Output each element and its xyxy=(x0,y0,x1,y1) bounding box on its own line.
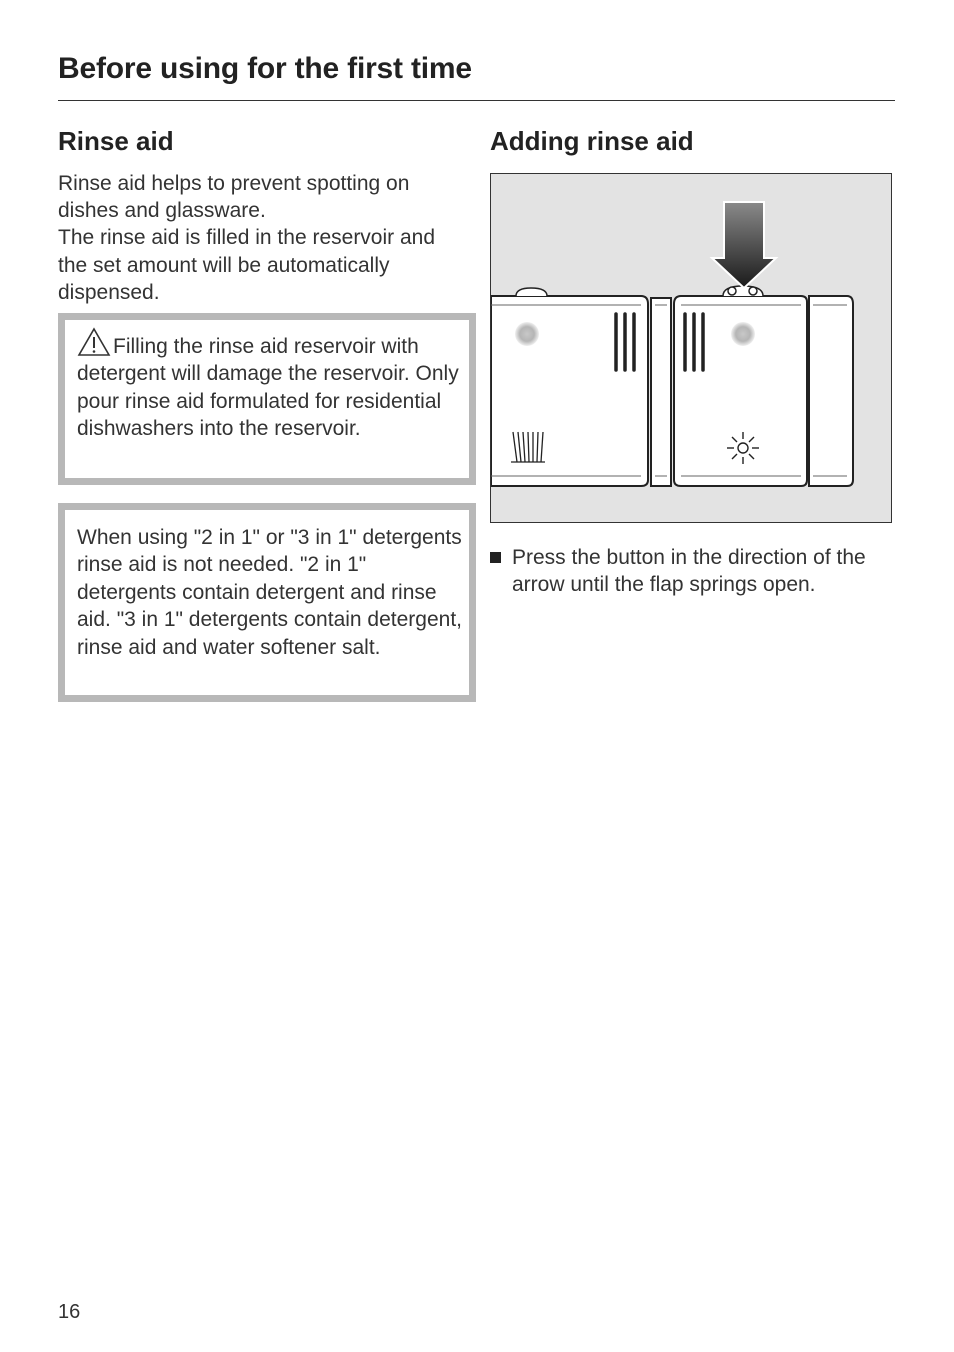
warning-text: Filling the rinse aid reservoir with detergent will damage the reservoir. Only pour rinse aid formulated for residential dishwashers into the reservoir. xyxy=(77,335,459,441)
intro-paragraph-1: Rinse aid helps to prevent spotting on dishes and glassware. xyxy=(58,172,410,223)
dispenser-illustration xyxy=(490,173,892,523)
rinse-aid-intro xyxy=(58,170,458,306)
square-bullet-icon xyxy=(490,552,501,563)
page-title: Before using for the first time xyxy=(58,52,472,85)
info-note xyxy=(58,503,476,702)
page-number: 16 xyxy=(58,1301,81,1323)
down-arrow-icon xyxy=(712,202,776,288)
release-button xyxy=(516,286,763,296)
warning-note xyxy=(58,313,476,485)
instruction-step xyxy=(490,544,890,598)
info-text: When using "2 in 1" or "3 in 1" detergents rinse aid is not needed. "2 in 1" detergents contain detergent and rinse aid. "3 in 1" detergents contain detergent, rinse aid and water softener salt. xyxy=(77,526,463,659)
step-text: Press the button in the direction of the arrow until the flap springs open. xyxy=(512,546,866,597)
warning-triangle-icon xyxy=(77,327,111,357)
adding-rinse-aid-heading: Adding rinse aid xyxy=(490,126,694,156)
rinse-aid-heading: Rinse aid xyxy=(58,126,174,156)
title-divider xyxy=(58,100,895,101)
intro-paragraph-2: The rinse aid is filled in the reservoir and the set amount will be automatically dispensed. xyxy=(58,226,436,304)
dispenser-panel xyxy=(491,296,853,486)
